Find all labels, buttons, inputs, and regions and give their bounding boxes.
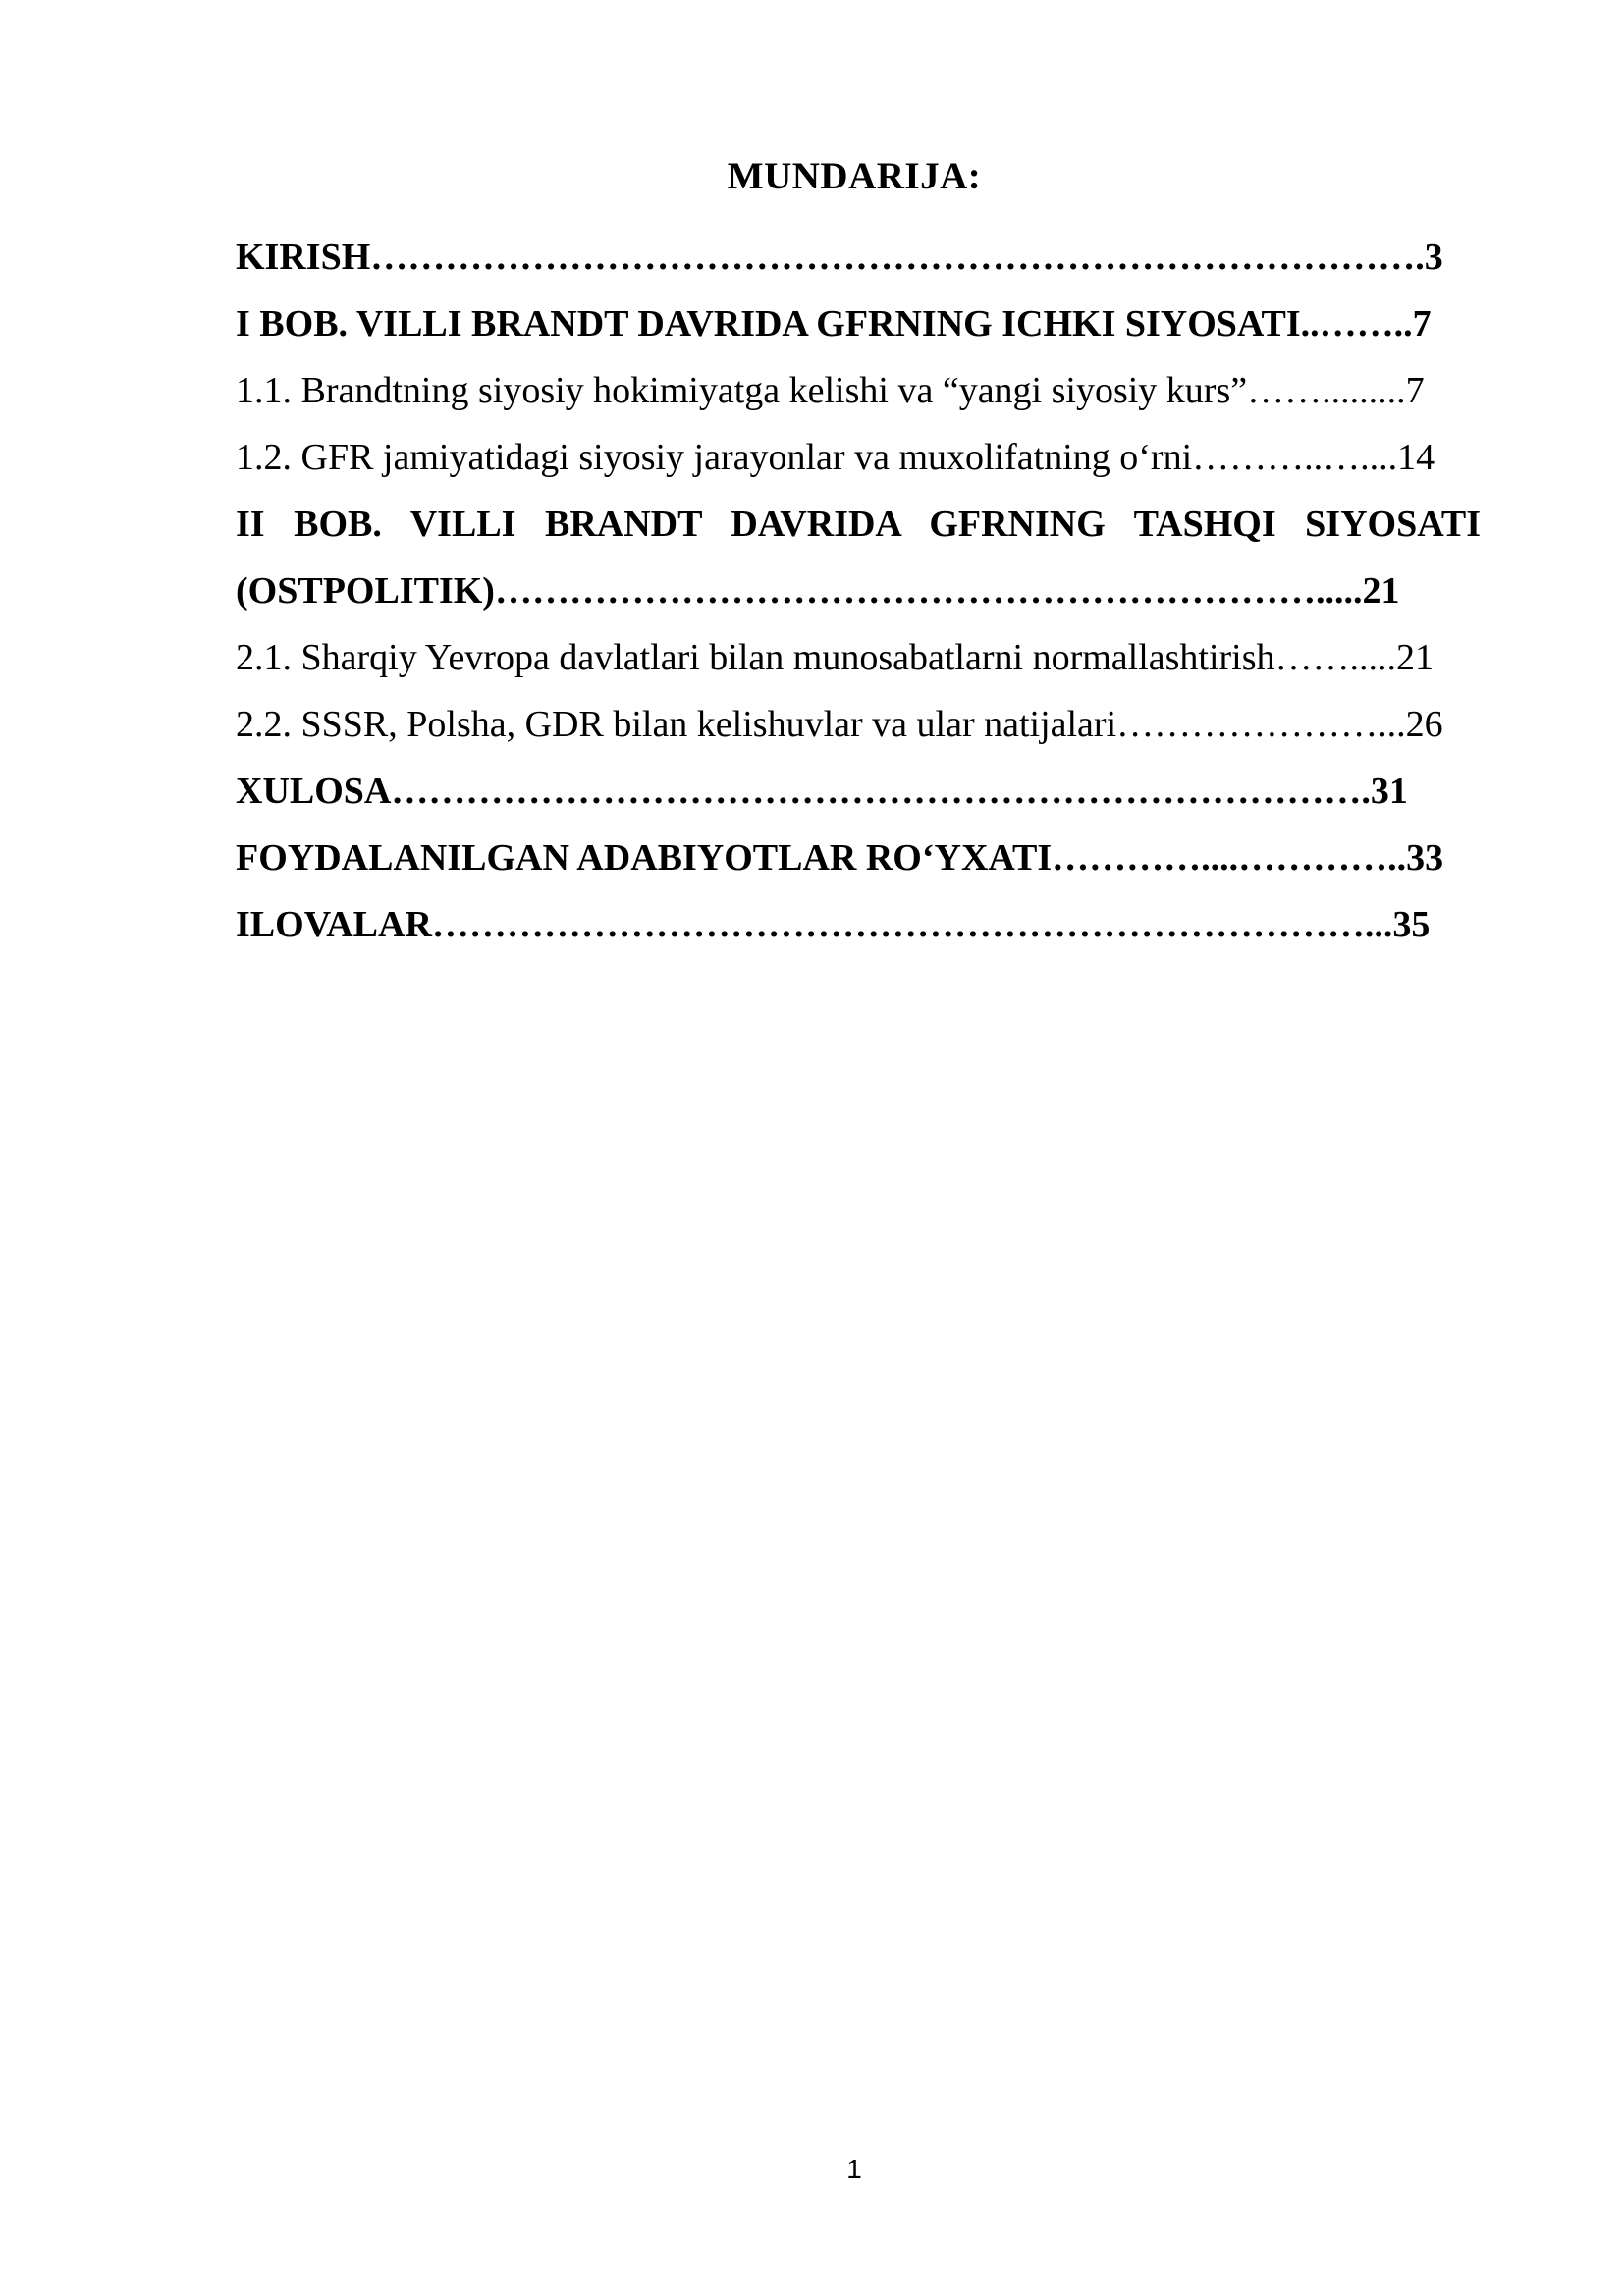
toc-entry-text: FOYDALANILGAN ADABIYOTLAR RO‘YXATI…………....…………..33 [236, 837, 1444, 879]
toc-entry-bibliography [236, 825, 1481, 891]
toc-entry-section-2-1 [236, 624, 1481, 691]
toc-entry-text: (OSTPOLITIK)………………………………………………………….....21 [236, 570, 1400, 612]
toc-entry-text: KIRISH………………………………………………………………………….3 [236, 237, 1443, 278]
toc-entry-text: I BOB. VILLI BRANDT DAVRIDA GFRNING ICHKI SIYOSATI..……..7 [236, 303, 1432, 345]
toc-heading: MUNDARIJA: [727, 155, 982, 197]
toc-entry-chapter-1 [236, 291, 1481, 357]
toc-entry-text: 1.2. GFR jamiyatidagi siyosiy jarayonlar va muxolifatning o‘rni………..…....14 [236, 437, 1435, 478]
toc-entry-text: XULOSA…………………………………………………………………….31 [236, 771, 1408, 812]
table-of-contents [236, 224, 1481, 958]
toc-entry-section-1-1 [236, 357, 1481, 424]
toc-entry-text: 2.1. Sharqiy Yevropa davlatlari bilan munosabatlarni normallashtirish…….....21 [236, 637, 1435, 678]
toc-entry-ilovalar [236, 891, 1481, 958]
toc-entry-chapter-2: II BOB. VILLI BRANDT DAVRIDA GFRNING TASHQI SIYOSATI [236, 504, 1481, 545]
toc-entry-chapter-2-continued [236, 558, 1481, 624]
toc-entry-kirish [236, 224, 1481, 291]
toc-entry-section-2-2 [236, 691, 1481, 758]
page-number: 1 [846, 2154, 862, 2184]
toc-entry-text: ILOVALAR…………………………………………………………………...35 [236, 904, 1431, 945]
toc-entry-text: 1.1. Brandtning siyosiy hokimiyatga kelishi va “yangi siyosiy kurs”…….........7 [236, 370, 1425, 411]
toc-entry-section-1-2 [236, 424, 1481, 491]
toc-entry-text: 2.2. SSSR, Polsha, GDR bilan kelishuvlar va ular natijalari…………………...26 [236, 704, 1443, 745]
toc-entry-xulosa [236, 758, 1481, 825]
